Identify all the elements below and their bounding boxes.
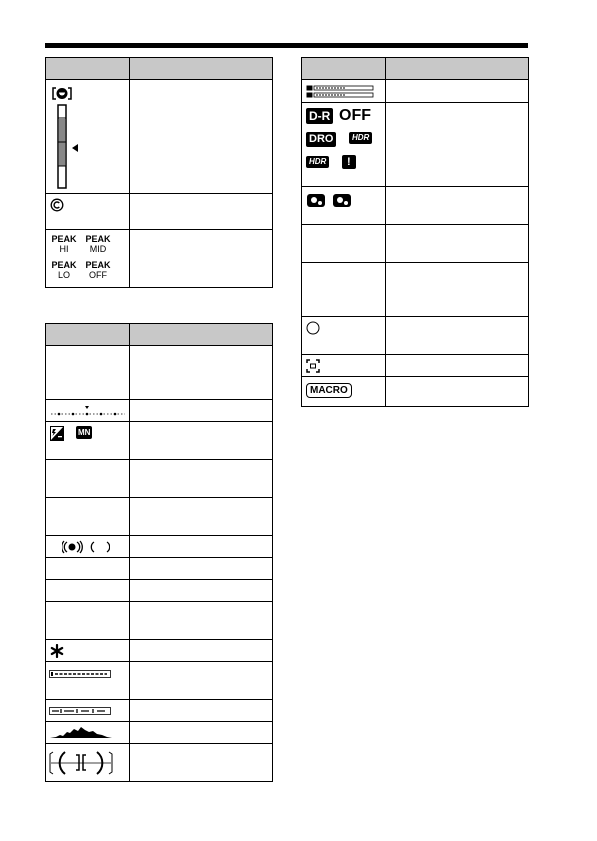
symbol-cell: [46, 400, 130, 422]
symbol-cell: [302, 377, 386, 407]
description-cell: [386, 317, 529, 355]
table-row: [302, 103, 529, 187]
spot-metering-icon: [306, 321, 320, 335]
table-row: [302, 377, 529, 407]
description-cell: [130, 640, 273, 662]
face-detection-icon: [306, 359, 320, 373]
table-row: [46, 194, 273, 230]
digital-level-icon: [49, 750, 113, 776]
table-row: [46, 580, 273, 602]
description-cell: [130, 722, 273, 744]
table-right: [301, 57, 529, 407]
header-cell-indication: [130, 324, 273, 346]
table-row: [302, 263, 529, 317]
table-row: [46, 346, 273, 400]
symbol-cell: [46, 602, 130, 640]
copyright-icon: [50, 198, 64, 212]
header-cell-display: [46, 58, 130, 80]
description-cell: [386, 187, 529, 225]
table-row: [46, 400, 273, 422]
table-row: [46, 722, 273, 744]
table-row: [302, 225, 529, 263]
hdr-auto-icon: HDR: [306, 156, 329, 168]
description-cell: [130, 422, 273, 460]
table-row: [46, 460, 273, 498]
description-cell: [386, 225, 529, 263]
table-row: [46, 700, 273, 722]
symbol-cell: [46, 744, 130, 782]
symbol-cell: [302, 103, 386, 187]
peaking-off-icon: PEAK OFF: [85, 260, 111, 280]
symbol-cell: [46, 422, 130, 460]
description-cell: [386, 80, 529, 103]
table-header: [46, 58, 273, 80]
dro-icon: DRO: [306, 132, 336, 147]
description-cell: [130, 80, 273, 194]
symbol-cell: [46, 80, 130, 194]
flash-compensation-icon: [50, 426, 64, 441]
symbol-cell: [46, 230, 130, 288]
macro-icon: MACRO: [306, 383, 352, 398]
description-cell: [386, 355, 529, 377]
picture-effect-icon: [49, 707, 111, 715]
symbol-cell: [302, 225, 386, 263]
description-cell: [130, 194, 273, 230]
exposure-scale-icon: [49, 404, 127, 418]
description-cell: [130, 744, 273, 782]
header-cell-indication: [130, 58, 273, 80]
hdr-warning-icon: !: [342, 155, 356, 169]
peaking-hi-icon: PEAK HI: [51, 234, 77, 254]
table-row: [46, 498, 273, 536]
description-cell: [386, 263, 529, 317]
description-cell: [130, 460, 273, 498]
symbol-cell: [302, 80, 386, 103]
table-row: [302, 317, 529, 355]
creative-style-icon: [306, 192, 356, 208]
description-cell: [386, 103, 529, 187]
smile-shutter-icon: [51, 86, 91, 190]
symbol-cell: [46, 194, 130, 230]
symbol-cell: [46, 640, 130, 662]
header-cell-display: [302, 58, 386, 80]
description-cell: [386, 377, 529, 407]
description-cell: [130, 346, 273, 400]
table-row: [302, 355, 529, 377]
symbol-cell: [46, 662, 130, 700]
symbol-cell: [302, 263, 386, 317]
table-left-top: [45, 57, 273, 288]
table-row: [46, 536, 273, 558]
symbol-cell: [46, 536, 130, 558]
histogram-icon: [50, 726, 112, 739]
peaking-lo-icon: PEAK LO: [51, 260, 77, 280]
symbol-cell: [46, 460, 130, 498]
table-row: [302, 187, 529, 225]
description-cell: [130, 536, 273, 558]
symbol-cell: [302, 355, 386, 377]
top-rule: [45, 43, 528, 48]
table-row: [46, 640, 273, 662]
description-cell: [130, 580, 273, 602]
symbol-cell: [46, 558, 130, 580]
audio-level-icon: [49, 670, 111, 678]
table-row: [46, 422, 273, 460]
symbol-cell: [46, 498, 130, 536]
table-header: [302, 58, 529, 80]
table-header: [46, 324, 273, 346]
table-row: [46, 744, 273, 782]
audio-meter-icon: [306, 85, 374, 98]
symbol-cell: [46, 580, 130, 602]
ae-lock-icon: [50, 644, 64, 658]
symbol-cell: [46, 700, 130, 722]
description-cell: [130, 400, 273, 422]
description-cell: [130, 700, 273, 722]
header-cell-display: [46, 324, 130, 346]
symbol-cell: [46, 722, 130, 744]
table-left-bottom: [45, 323, 273, 782]
manual-flash-icon: MN: [78, 428, 91, 437]
table-row: [46, 662, 273, 700]
hdr-icon: HDR: [349, 132, 372, 144]
steadyshot-icon: [62, 540, 110, 554]
peaking-mid-icon: PEAK MID: [85, 234, 111, 254]
table-row: [46, 230, 273, 288]
dro-off-label: OFF: [339, 107, 371, 124]
description-cell: [130, 498, 273, 536]
table-row: [46, 80, 273, 194]
dro-badge-icon: D-R: [306, 108, 333, 124]
symbol-cell: [46, 346, 130, 400]
description-cell: [130, 602, 273, 640]
description-cell: [130, 558, 273, 580]
description-cell: [130, 662, 273, 700]
table-row: [46, 558, 273, 580]
table-row: [302, 80, 529, 103]
description-cell: [130, 230, 273, 288]
symbol-cell: [302, 317, 386, 355]
symbol-cell: [302, 187, 386, 225]
header-cell-indication: [386, 58, 529, 80]
table-row: [46, 602, 273, 640]
